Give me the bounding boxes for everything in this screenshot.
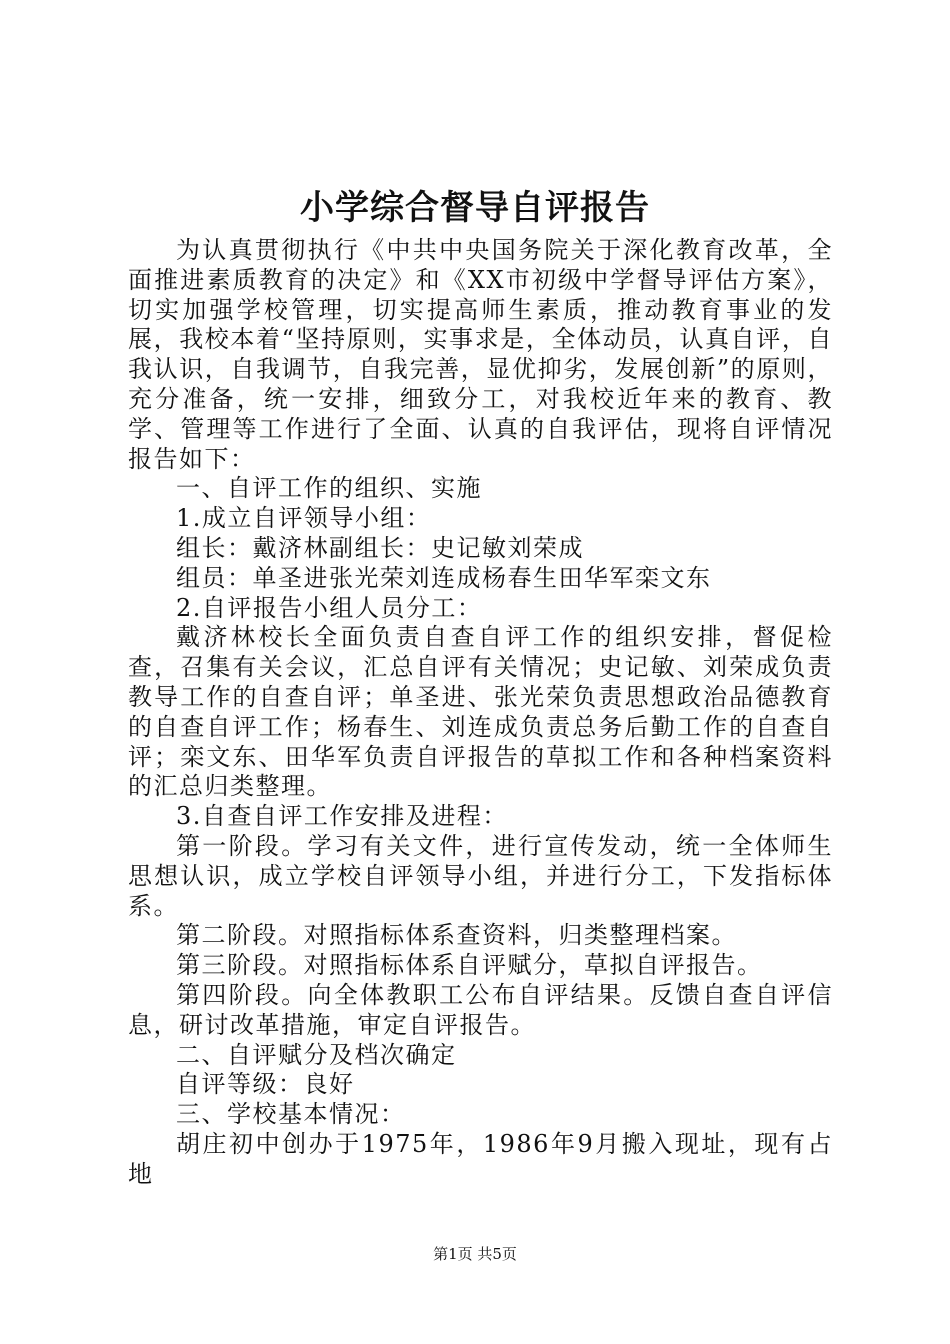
paragraph-group-members: 组员：单圣进张光荣刘连成杨春生田华军栾文东 (176, 563, 712, 592)
subheading-leader-group: 1.成立自评领导小组： (176, 504, 432, 533)
document-body (128, 236, 833, 1190)
subheading-schedule: 3.自查自评工作安排及进程： (176, 802, 508, 831)
paragraph-stage-1: 第一阶段。学习有关文件，进行宣传发动，统一全体师生思想认识，成立学校自评领导小组，并进行分工，下发指标体系。 (128, 831, 833, 920)
section-heading-3: 三、学校基本情况： (176, 1100, 406, 1129)
paragraph-intro: 为认真贯彻执行《中共中央国务院关于深化教育改革，全面推进素质教育的决定》和《XX市初级中学督导评估方案》，切实加强学校管理，切实提高师生素质，推动教育事业的发展，我校本着“坚持原则，实事求是，全体动员，认真自评，自我认识，自我调节，自我完善，显优抑劣，发展创新”的原则，充分准备，统一安排，细致分工，对我校近年来的教育、教学、管理等工作进行了全面、认真的自我评估，现将自评情况报告如下： (128, 236, 833, 473)
section-heading-1: 一、自评工作的组织、实施 (176, 474, 482, 503)
paragraph-stage-3: 第三阶段。对照指标体系自评赋分，草拟自评报告。 (176, 951, 763, 980)
paragraph-stage-2: 第二阶段。对照指标体系查资料，归类整理档案。 (176, 921, 737, 950)
paragraph-division-of-work: 戴济林校长全面负责自查自评工作的组织安排，督促检查，召集有关会议，汇总自评有关情况；史记敏、刘荣成负责教导工作的自查自评；单圣进、张光荣负责思想政治品德教育的自查自评工作；杨春生、刘连成负责总务后勤工作的自查自评；栾文东、田华军负责自评报告的草拟工作和各种档案资料的汇总归类整理。 (128, 623, 833, 801)
document-title: 小学综合督导自评报告 (300, 188, 650, 228)
section-heading-2: 二、自评赋分及档次确定 (176, 1040, 457, 1069)
paragraph-group-leaders: 组长：戴济林副组长：史记敏刘荣成 (176, 533, 584, 562)
paragraph-rating: 自评等级：良好 (176, 1070, 355, 1099)
subheading-division-of-work: 2.自评报告小组人员分工： (176, 593, 483, 622)
paragraph-stage-4: 第四阶段。向全体教职工公布自评结果。反馈自查自评信息，研讨改革措施，审定自评报告。 (128, 980, 833, 1039)
paragraph-school-info: 胡庄初中创办于1975年，1986年9月搬入现址，现有占地 (128, 1129, 833, 1188)
page-number-footer: 第1页 共5页 (433, 1245, 517, 1263)
